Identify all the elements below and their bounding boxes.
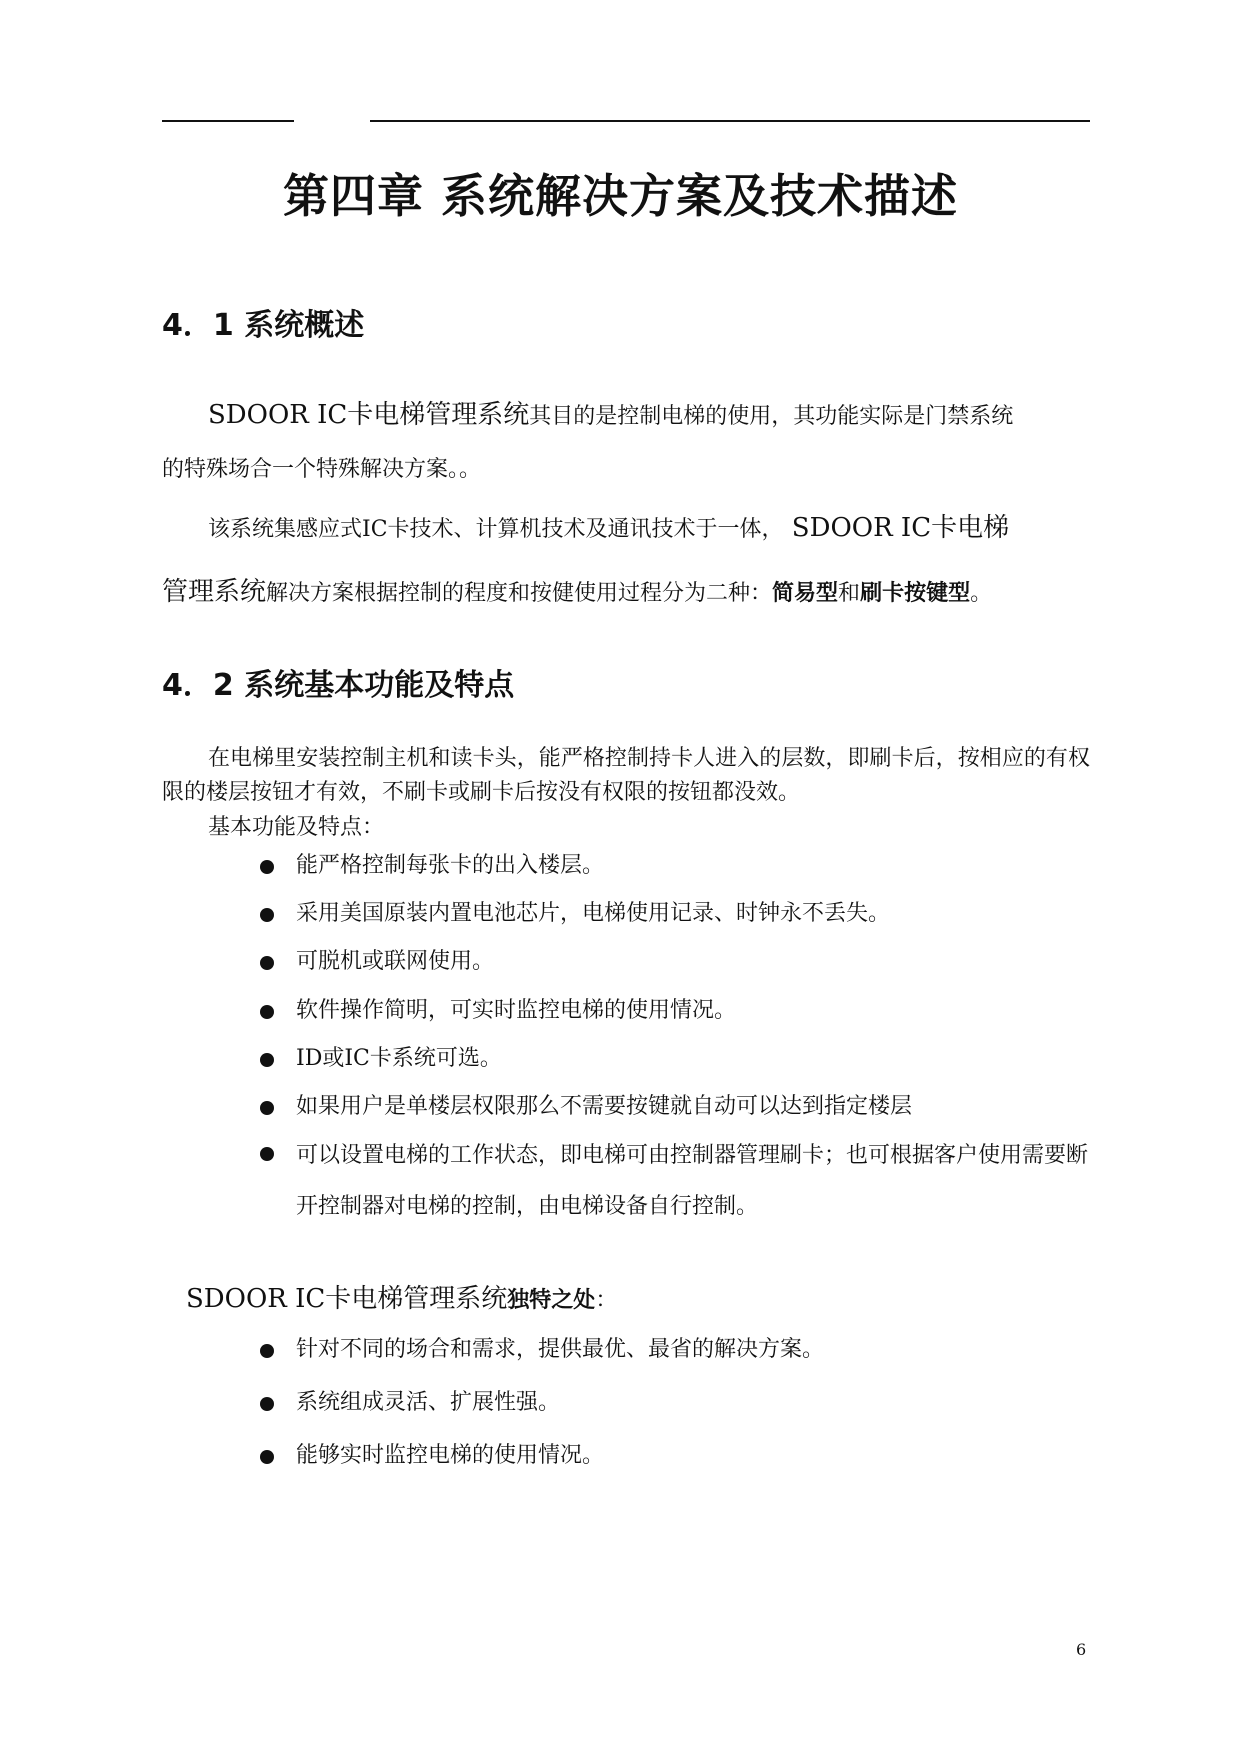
- list-item: [256, 1131, 1090, 1232]
- bullet-icon: [260, 1147, 274, 1161]
- overview-paragraph-line1: [162, 395, 1090, 437]
- solution-paragraph-line2: [162, 572, 1090, 614]
- solution-text: 解决方案根据控制的程度和按健使用过程分为二种：: [266, 581, 773, 606]
- unique-feature-list: [256, 1332, 1090, 1492]
- list-item: [256, 848, 1090, 883]
- list-item-text: 软件操作简明，可实时监控电梯的使用情况。: [296, 997, 737, 1023]
- list-item: [256, 1385, 1090, 1420]
- solution-text: 该系统集感应式IC卡技术、计算机技术及通讯技术于一体，: [208, 517, 784, 542]
- chapter-title: 第四章 系统解决方案及技术描述: [282, 169, 958, 223]
- list-item-text: 如果用户是单楼层权限那么不需要按键就自动可以达到指定楼层: [296, 1093, 913, 1119]
- section-heading-features: 4．2 系统基本功能及特点: [162, 668, 515, 703]
- list-item-text: 针对不同的场合和需求，提供最优、最省的解决方案。: [296, 1337, 825, 1362]
- solution-paragraph-line1: [162, 508, 1090, 550]
- system-name-cont: 管理系统: [162, 577, 267, 607]
- list-item: [256, 1438, 1090, 1473]
- bullet-icon: [260, 1397, 274, 1411]
- colon: ：: [595, 1288, 618, 1313]
- list-item: [256, 1332, 1090, 1367]
- list-item-text: 能够实时监控电梯的使用情况。: [296, 1443, 605, 1469]
- list-item: [256, 993, 1090, 1028]
- overview-paragraph-line2: 的特殊场合一个特殊解决方案。。: [162, 457, 482, 482]
- bullet-icon: [260, 956, 274, 970]
- conjunction: 和: [838, 581, 861, 606]
- bullet-icon: [260, 1101, 274, 1115]
- bullet-icon: [260, 1450, 274, 1464]
- list-item: [256, 944, 1090, 979]
- list-item-text: 能严格控制每张卡的出入楼层。: [296, 853, 605, 878]
- list-item: [256, 1089, 1090, 1124]
- system-name: SDOOR IC卡电梯管理系统: [186, 1284, 508, 1314]
- system-name: SDOOR IC卡电梯: [783, 513, 1010, 543]
- bullet-icon: [260, 908, 274, 922]
- section-heading-overview: 4．1 系统概述: [162, 308, 365, 343]
- bullet-icon: [260, 1053, 274, 1067]
- end-mark: 。: [970, 581, 993, 606]
- overview-text: 其目的是控制电梯的使用，其功能实际是门禁系统: [529, 404, 1014, 429]
- list-item: [256, 1041, 1090, 1076]
- bullet-icon: [260, 1344, 274, 1358]
- type-card-keypad: 刷卡按键型: [860, 581, 971, 606]
- unique-features-label: [186, 1278, 617, 1315]
- header-rule-left: [162, 120, 294, 122]
- list-item: [256, 896, 1090, 931]
- bullet-icon: [260, 860, 274, 874]
- list-item-text: ID或IC卡系统可选。: [296, 1045, 502, 1071]
- type-simple: 简易型: [772, 581, 839, 606]
- list-item-text: 系统组成灵活、扩展性强。: [296, 1390, 561, 1416]
- unique-features-heading: 独特之处: [507, 1288, 596, 1313]
- system-name: SDOOR IC卡电梯管理系统: [208, 400, 530, 430]
- features-intro-paragraph: 在电梯里安装控制主机和读卡头，能严格控制持卡人进入的层数，即刷卡后，按相应的有权限的楼层按钮才有效，不刷卡或刷卡后按没有权限的按钮都没效。: [162, 746, 1090, 806]
- header-rule-right: [370, 120, 1090, 122]
- features-label: 基本功能及特点：: [208, 815, 385, 840]
- list-item-text: 采用美国原装内置电池芯片，电梯使用记录、时钟永不丢失。: [296, 901, 891, 927]
- feature-list: [256, 848, 1090, 1245]
- list-item-text: 可脱机或联网使用。: [296, 949, 495, 975]
- page-number: 6: [1076, 1640, 1087, 1659]
- bullet-icon: [260, 1005, 274, 1019]
- list-item-text: 可以设置电梯的工作状态，即电梯可由控制器管理刷卡；也可根据客户使用需要断开控制器对电梯的控制，由电梯设备自行控制。: [296, 1143, 1089, 1219]
